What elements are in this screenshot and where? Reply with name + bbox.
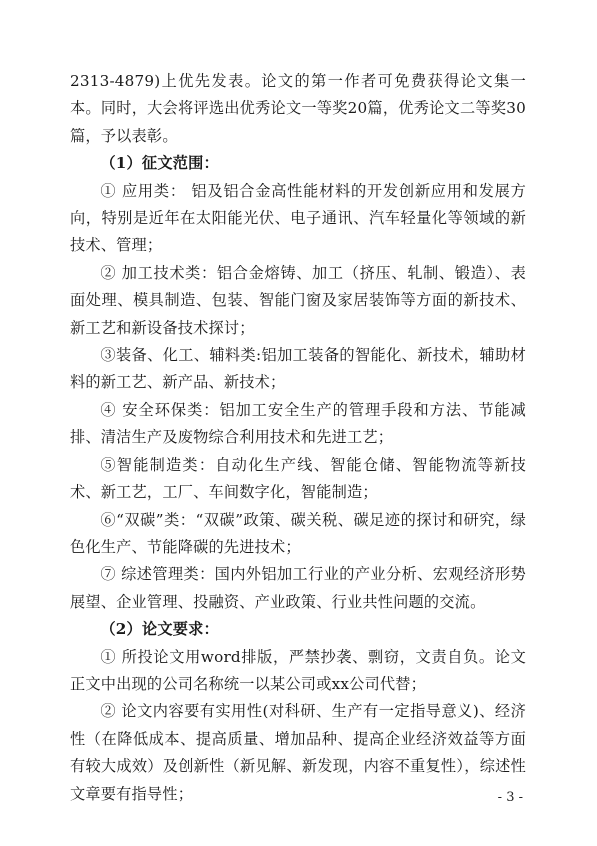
scope-item-dual-carbon: ⑥“双碳”类：“双碳”政策、碳关税、碳足迹的探讨和研究，绿色化生产、节能降碳的先进技术；	[70, 510, 526, 556]
section-heading-scope: （1）征文范围：	[100, 154, 219, 173]
paragraph-continuation: 2313-4879)上优先发表。论文的第一作者可免费获得论文集一本。同时，大会将评选出优秀论文一等奖20篇，优秀论文二等奖30篇，予以表彰。	[70, 72, 526, 145]
scope-item-processing: ② 加工技术类：铝合金熔铸、加工（挤压、轧制、锻造）、表面处理、模具制造、包装、智能门窗及家居装饰等方面的新技术、新工艺和新设备技术探讨；	[70, 263, 526, 337]
document-body	[70, 68, 526, 808]
requirement-item-format: ① 所投论文用word排版，严禁抄袭、剽窃，文责自负。论文正文中出现的公司名称统一以某公司或xx公司代替；	[70, 647, 526, 693]
section-heading-requirements: （2）论文要求：	[100, 620, 219, 639]
scope-item-smart-manufacturing: ⑤智能制造类：自动化生产线、智能仓储、智能物流等新技术、新工艺，工厂、车间数字化，智能制造；	[70, 455, 526, 502]
page-number: - 3 -	[497, 790, 523, 805]
scope-item-equipment: ③装备、化工、辅料类:铝加工装备的智能化、新技术，辅助材料的新工艺、新产品、新技术；	[70, 346, 526, 392]
requirement-item-content: ② 论文内容要有实用性(对科研、生产有一定指导意义)、经济性（在降低成本、提高质量、增加品种、提高企业经济效益等方面有较大成效）及创新性（新见解、新发现，内容不重复性），综述性文章要有指导性；	[70, 702, 526, 803]
scope-item-safety: ④ 安全环保类：铝加工安全生产的管理手段和方法、节能减排、清洁生产及废物综合利用技术和先进工艺；	[70, 400, 526, 447]
scope-item-application: ① 应用类： 铝及铝合金高性能材料的开发创新应用和发展方向，特别是近年在太阳能光伏、电子通讯、汽车轻量化等领域的新技术、管理；	[70, 181, 526, 255]
scope-item-management: ⑦ 综述管理类：国内外铝加工行业的产业分析、宏观经济形势展望、企业管理、投融资、产业政策、行业共性问题的交流。	[70, 565, 526, 611]
